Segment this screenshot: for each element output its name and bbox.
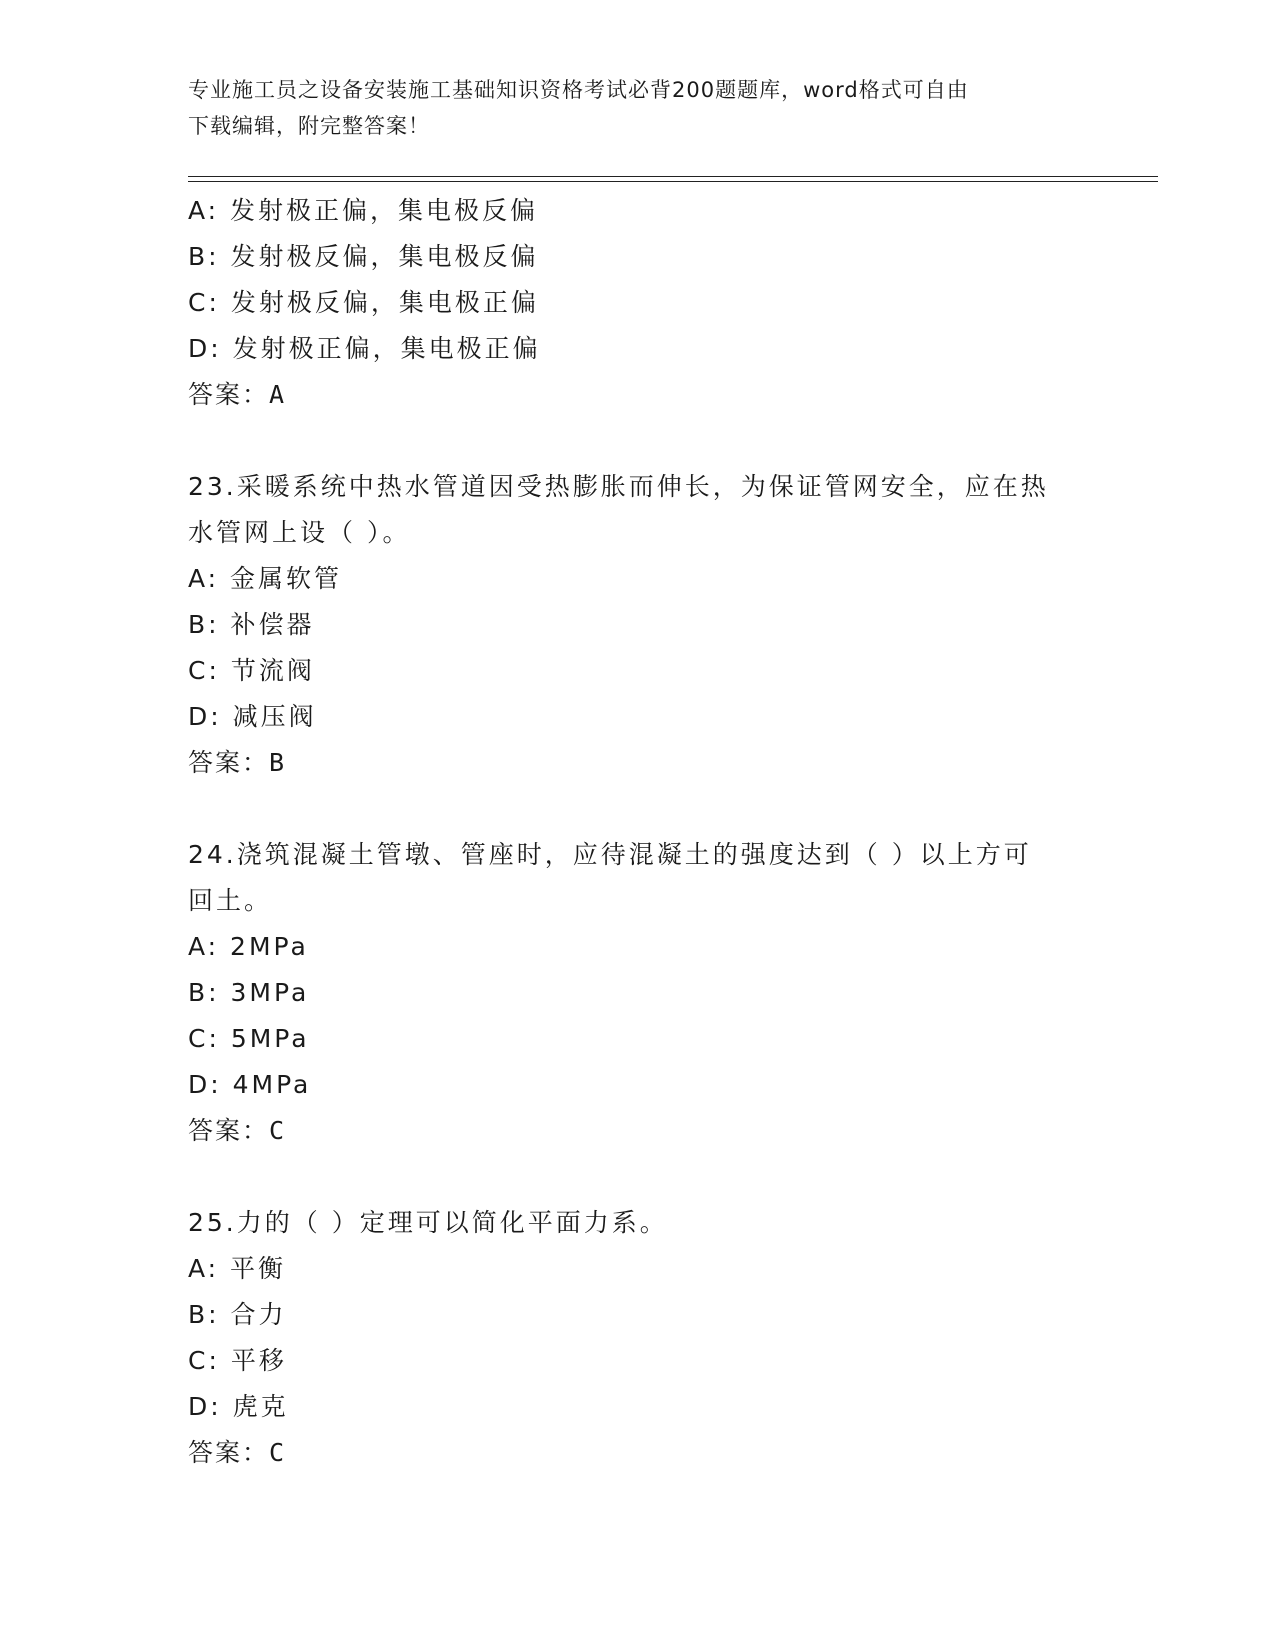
question-text-line-2: 回土。	[188, 886, 273, 915]
option-b: B: 补偿器	[188, 610, 315, 639]
option-c: C: 5MPa	[188, 1024, 310, 1053]
question-25	[188, 1200, 1088, 1476]
document-header	[188, 72, 1088, 144]
header-line-2: 下载编辑，附完整答案！	[188, 114, 430, 138]
option-b: B: 合力	[188, 1300, 287, 1329]
header-line-1: 专业施工员之设备安装施工基础知识资格考试必背200题题库，word格式可自由	[188, 78, 969, 102]
header-divider-top	[188, 176, 1158, 177]
option-a: A: 平衡	[188, 1254, 287, 1283]
option-a: A: 2MPa	[188, 932, 309, 961]
question-22-continued	[188, 188, 1088, 418]
answer: 答案：B	[188, 748, 287, 777]
answer: 答案：C	[188, 1438, 287, 1467]
spacer	[188, 786, 1088, 832]
option-a: A: 金属软管	[188, 564, 343, 593]
option-c: C: 发射极反偏，集电极正偏	[188, 288, 539, 317]
question-24	[188, 832, 1088, 1154]
option-c: C: 平移	[188, 1346, 287, 1375]
spacer	[188, 418, 1088, 464]
answer: 答案：A	[188, 380, 287, 409]
question-text-line-2: 水管网上设（ ）。	[188, 518, 411, 547]
option-b: B: 3MPa	[188, 978, 310, 1007]
header-divider-bottom	[188, 181, 1158, 182]
option-d: D: 虎克	[188, 1392, 289, 1421]
question-list	[188, 188, 1088, 1476]
question-text-line-1: 24.浇筑混凝土管墩、管座时，应待混凝土的强度达到（ ）以上方可	[188, 840, 1032, 869]
spacer	[188, 1154, 1088, 1200]
question-23	[188, 464, 1088, 786]
option-d: D: 发射极正偏，集电极正偏	[188, 334, 541, 363]
answer: 答案：C	[188, 1116, 287, 1145]
option-a: A: 发射极正偏，集电极反偏	[188, 196, 539, 225]
question-text-line-1: 23.采暖系统中热水管道因受热膨胀而伸长，为保证管网安全，应在热	[188, 472, 1049, 501]
option-c: C: 节流阀	[188, 656, 315, 685]
option-b: B: 发射极反偏，集电极反偏	[188, 242, 539, 271]
option-d: D: 4MPa	[188, 1070, 312, 1099]
question-text-line-1: 25.力的（ ）定理可以简化平面力系。	[188, 1208, 668, 1237]
option-d: D: 减压阀	[188, 702, 317, 731]
